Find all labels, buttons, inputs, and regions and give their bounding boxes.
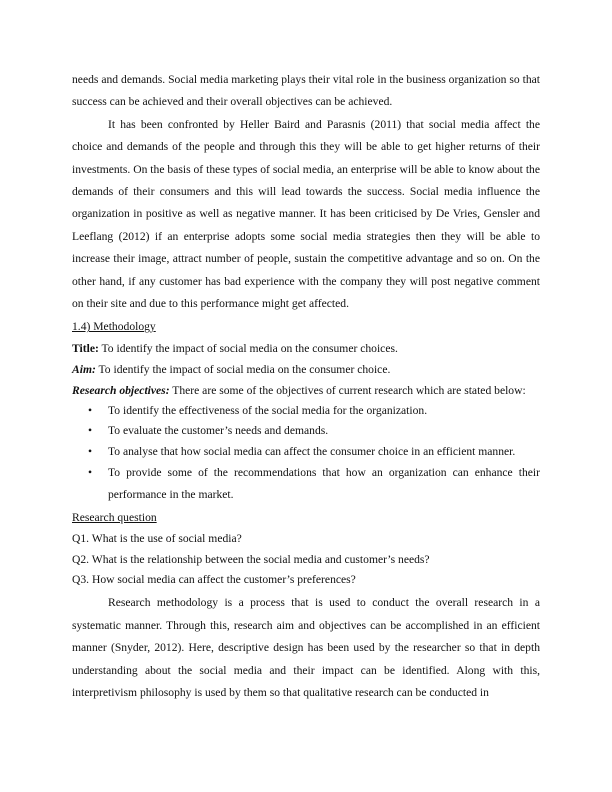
title-text: To identify the impact of social media on the consumer choices. <box>98 341 398 355</box>
document-body <box>72 69 540 705</box>
bullet-icon: • <box>88 466 93 480</box>
objective-text: To analyse that how social media can affect the consumer choice in an efficient manner. <box>108 444 516 458</box>
objective-text: To evaluate the customer’s needs and demands. <box>108 424 329 438</box>
bullet-icon: • <box>88 403 93 417</box>
methodology-heading: 1.4) Methodology <box>72 320 156 334</box>
objectives-label: Research objectives: <box>72 383 170 397</box>
objective-text: To provide some of the recommendations that how an organization can enhance their performance in the market. <box>108 466 540 502</box>
objectives-intro <box>72 380 540 401</box>
objectives-intro-text: There are some of the objectives of current research which are stated below: <box>169 383 526 397</box>
aim-line <box>72 359 540 380</box>
bullet-icon: • <box>88 424 93 438</box>
objective-text: To identify the effectiveness of the social media for the organization. <box>108 403 428 417</box>
question-item: Q3. How social media can affect the customer’s preferences? <box>72 573 356 587</box>
list-item <box>72 462 540 506</box>
list-item <box>72 442 540 463</box>
title-label: Title: <box>72 341 99 355</box>
aim-text: To identify the impact of social media on the consumer choice. <box>95 362 391 376</box>
aim-label: Aim: <box>72 362 96 376</box>
bullet-icon: • <box>88 444 93 458</box>
question-item: Q2. What is the relationship between the social media and customer’s needs? <box>72 552 430 566</box>
paragraph-social-media-impact: It has been confronted by Heller Baird and Parasnis (2011) that social media affect the choice and demands of the people and through this they will be able to get higher returns of their investments. On the basis of these types of social media, an enterprise will be able to know about the demands of their consumers and this will lead towards the success. Social media influence the organization in positive as well as negative manner. It has been criticised by De Vries, Gensler and Leeflang (2012) if an enterprise adopts some social media strategies then they will be able to increase their image, attract number of people, sustain the competitive advantage and so on. On the other hand, if any customer has bad experience with the company they will post negative comment on their site and due to this performance might get affected. <box>72 117 540 311</box>
list-item <box>72 421 540 442</box>
paragraph-intro: needs and demands. Social media marketing plays their vital role in the business organization so that success can be achieved and their overall objectives can be achieved. <box>72 73 540 109</box>
list-item <box>72 401 540 422</box>
research-question-heading: Research question <box>72 511 157 525</box>
objectives-list <box>72 401 540 507</box>
paragraph-research-methodology: Research methodology is a process that is used to conduct the overall research in a systematic manner. Through this, research aim and objectives can be accomplished in an efficient manner (Snyder, 2012). Here, descriptive design has been used by the researcher so that in depth understanding about the social media and their impact can be identified. Along with this, interpretivism philosophy is used by them so that qualitative research can be conducted in <box>72 596 540 700</box>
title-line <box>72 338 540 359</box>
question-item: Q1. What is the use of social media? <box>72 531 242 545</box>
